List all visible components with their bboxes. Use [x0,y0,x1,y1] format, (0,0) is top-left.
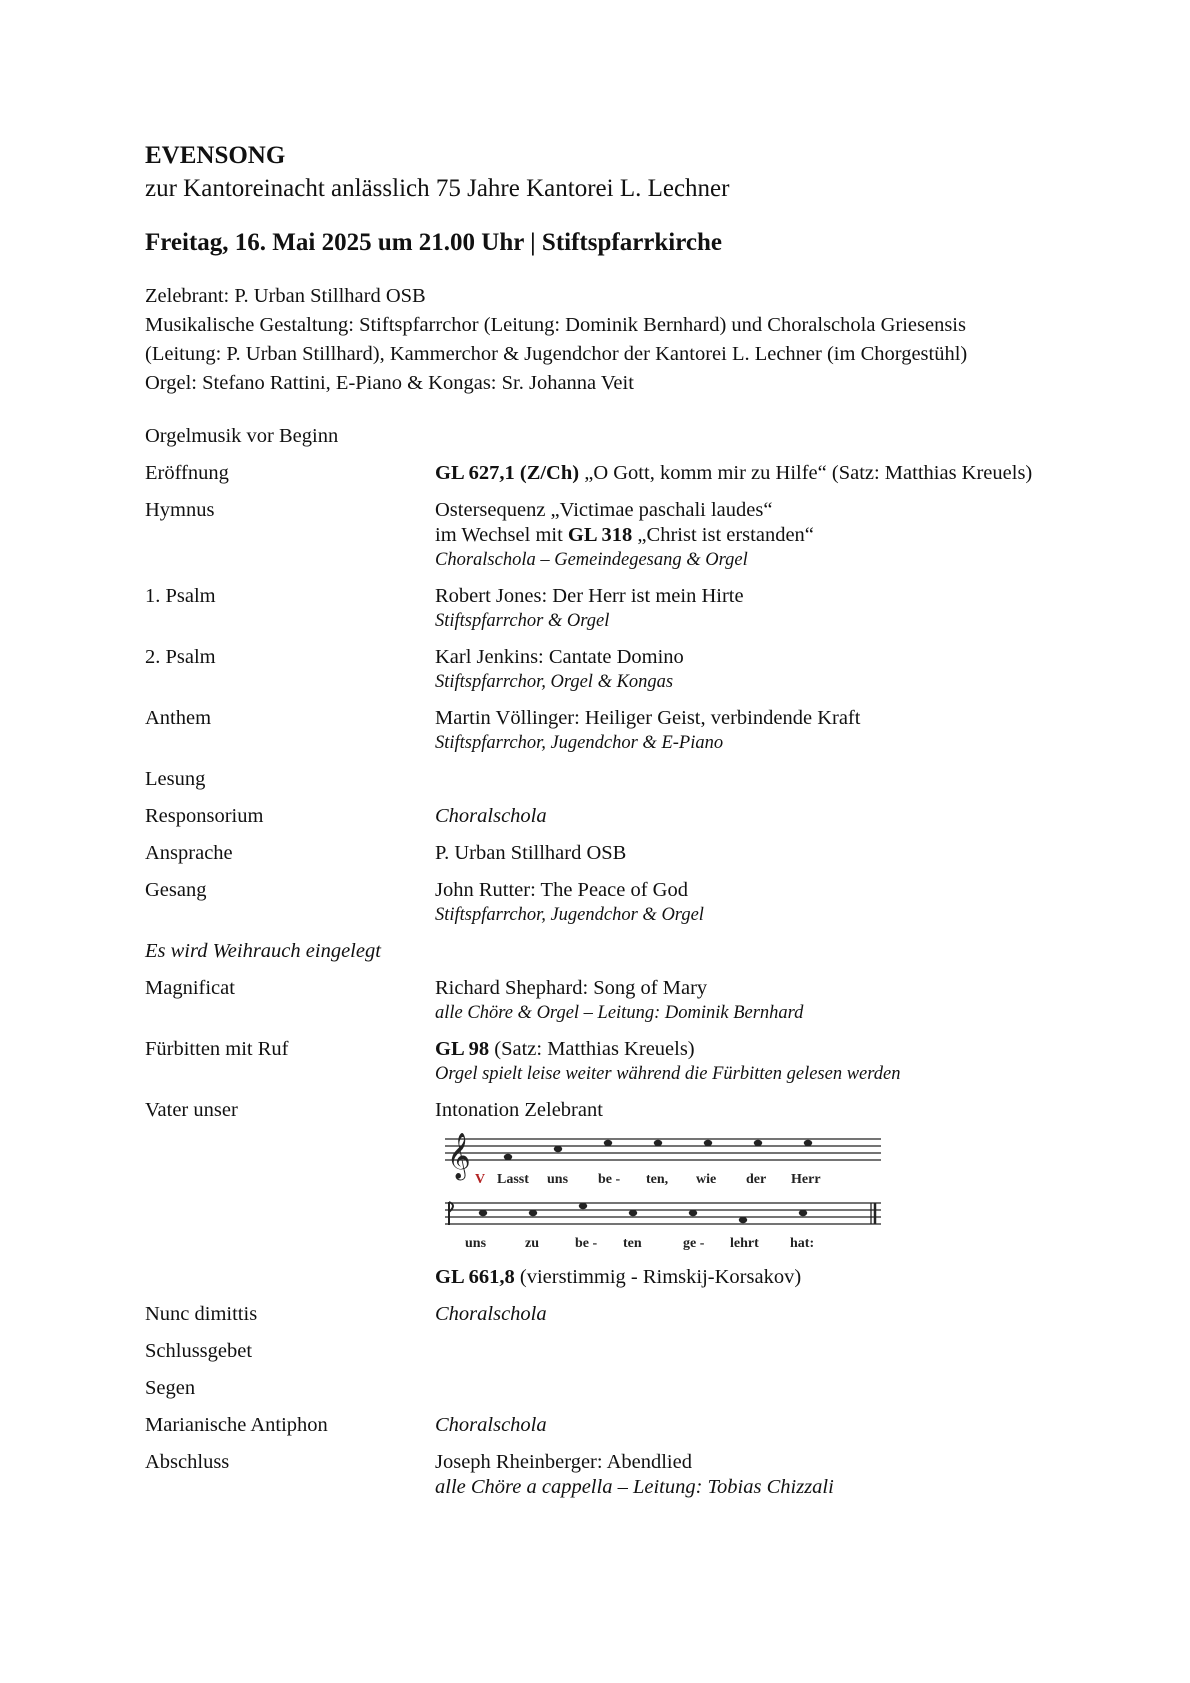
chant-syllable: ten [623,1236,642,1251]
chant-syllable: be - [575,1236,598,1251]
performer-note: alle Chöre & Orgel – Leitung: Dominik Bernhard [435,1003,804,1023]
program-row-segen [145,1376,1105,1401]
row-label: 2. Psalm [145,646,216,668]
row-label: Hymnus [145,499,215,521]
program-row-schlussgebet [145,1339,1105,1364]
row-text: (vierstimmig - Rimskij-Korsakov) [514,1266,802,1288]
row-label: Responsorium [145,805,264,827]
performer-note: Orgel spielt leise weiter während die Fürbitten gelesen werden [435,1064,901,1084]
row-text: Ostersequenz „Victimae paschali laudes“ [435,499,773,521]
chant-syllable: uns [465,1236,487,1251]
chant-syllable: Lasst [497,1172,529,1187]
row-label: Schlussgebet [145,1340,253,1362]
program-row-magnificat [145,976,1105,1025]
row-label: Ansprache [145,842,233,864]
program-row-gesang [145,878,1105,927]
program-row-eroeffnung [145,461,1105,486]
chant-syllable: hat: [790,1236,815,1251]
row-text: Intonation Zelebrant [435,1099,603,1121]
program-row-anthem [145,706,1105,755]
chant-syllable: zu [525,1236,539,1251]
row-label: Eröffnung [145,462,229,484]
program-row-hymnus [145,498,1105,572]
row-text: „Christ ist erstanden“ [632,524,814,546]
flat-clef-icon [449,1202,453,1225]
row-text: Robert Jones: Der Herr ist mein Hirte [435,585,744,607]
row-label: Es wird Weihrauch eingelegt [145,940,381,962]
page-title: EVENSONG [145,142,286,169]
performer-note: Stiftspfarrchor, Jugendchor & Orgel [435,905,704,925]
hymnal-ref: GL 627,1 (Z/Ch) [435,462,580,484]
row-text: John Rutter: The Peace of God [435,879,688,901]
row-label: Gesang [145,879,207,901]
row-label: Magnificat [145,977,235,999]
hymnal-ref: GL 318 [567,524,633,546]
versicle-marker: V [475,1172,486,1187]
chant-syllable: ge - [683,1236,705,1251]
music-line-1: Musikalische Gestaltung: Stiftspfarrchor (Leitung: Dominik Bernhard) und Choralschola Griesensis [145,314,966,336]
row-text: Karl Jenkins: Cantate Domino [435,646,684,668]
music-staff-image [435,1133,885,1257]
program-row-responsorium [145,804,1105,829]
performer-note: Stiftspfarrchor & Orgel [435,611,610,631]
program-row-psalm2 [145,645,1105,694]
row-text: Joseph Rheinberger: Abendlied [435,1451,692,1473]
music-line-2: (Leitung: P. Urban Stillhard), Kammerchor & Jugendchor der Kantorei L. Lechner (im Chorgestühl) [145,343,968,365]
chant-syllable: Herr [791,1172,821,1187]
row-text: „O Gott, komm mir zu Hilfe“ (Satz: Matthias Kreuels) [579,462,1033,484]
organ-line: Orgel: Stefano Rattini, E-Piano & Kongas: Sr. Johanna Veit [145,372,634,394]
performer-note: Choralschola – Gemeindegesang & Orgel [435,550,748,570]
chant-syllable: uns [547,1172,569,1187]
chant-syllable: lehrt [730,1236,759,1251]
program-row-psalm1 [145,584,1105,633]
intro-block [145,282,1105,398]
row-label: Orgelmusik vor Beginn [145,425,339,447]
chant-syllable: wie [696,1172,717,1187]
chant-syllable: be - [598,1172,621,1187]
row-text: Choralschola [435,1414,547,1436]
program-row-abschluss [145,1450,1105,1500]
row-text: Choralschola [435,1303,547,1325]
treble-clef-icon: 𝄞 [447,1133,471,1179]
row-label: Lesung [145,768,206,790]
row-label: Fürbitten mit Ruf [145,1038,289,1060]
row-label: Segen [145,1377,196,1399]
row-label: Nunc dimittis [145,1303,258,1325]
hymnal-ref: GL 98 [435,1038,490,1060]
program-row-ansprache [145,841,1105,866]
row-text: Richard Shephard: Song of Mary [435,977,708,999]
row-text: Martin Völlinger: Heiliger Geist, verbindende Kraft [435,707,861,729]
chant-syllable: der [746,1172,767,1187]
program-row-lesung [145,767,1105,792]
row-label: Vater unser [145,1099,238,1121]
chant-notation [435,1133,1105,1257]
row-label: Anthem [145,707,212,729]
program-row-weihrauch [145,939,1105,964]
page-subtitle: zur Kantoreinacht anlässlich 75 Jahre Kantorei L. Lechner [145,175,730,202]
date-line: Freitag, 16. Mai 2025 um 21.00 Uhr | Stiftspfarrkirche [145,229,722,256]
program-row-antiphon [145,1413,1105,1438]
program-row-vaterunser [145,1098,1105,1290]
hymnal-ref: GL 661,8 [435,1266,515,1288]
program-row-nunc-dimittis [145,1302,1105,1327]
performer-note: Stiftspfarrchor, Jugendchor & E-Piano [435,733,724,753]
program-row-orgelmusik [145,424,1105,449]
program-list [145,424,1105,1500]
program-row-fuerbitten [145,1037,1105,1086]
document-page [145,140,1105,1500]
row-text: im Wechsel mit [435,524,568,546]
celebrant-line: Zelebrant: P. Urban Stillhard OSB [145,285,426,307]
row-label: Marianische Antiphon [145,1414,328,1436]
row-text: (Satz: Matthias Kreuels) [489,1038,695,1060]
row-text: Choralschola [435,805,547,827]
performer-note: alle Chöre a cappella – Leitung: Tobias Chizzali [435,1476,834,1498]
chant-syllable: ten, [646,1172,669,1187]
row-text: P. Urban Stillhard OSB [435,842,627,864]
row-label: Abschluss [145,1451,230,1473]
performer-note: Stiftspfarrchor, Orgel & Kongas [435,672,674,692]
row-label: 1. Psalm [145,585,216,607]
